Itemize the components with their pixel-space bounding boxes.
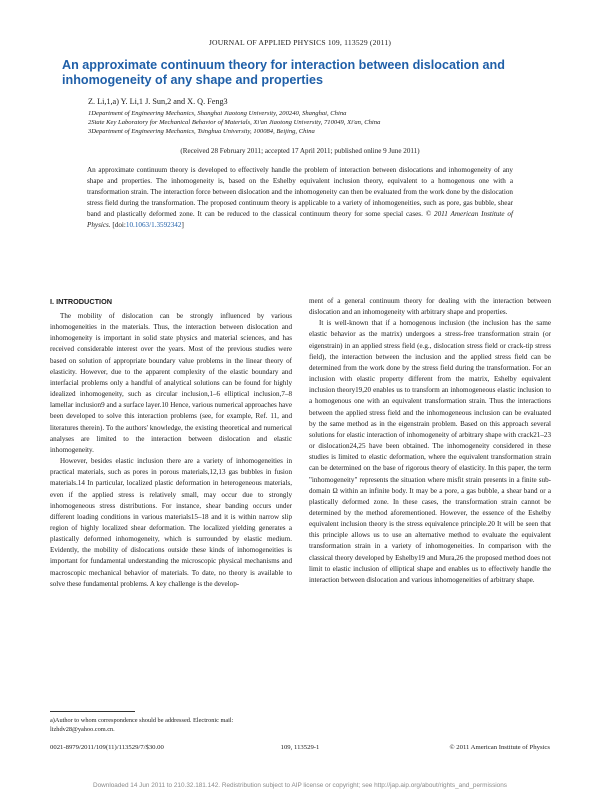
abstract-text: An approximate continuum theory is developed to effectively handle the problem of interaction between dislocations and inhomogeneity of any shape and properties. The inhomogeneity is, based on the Eshelby equivalent inclusion theory, equivalent to a homogenous one with a transformation strain. The interaction force between dislocation and the inhomogeneity can then be evaluated from the work done by the dislocation stress field during the transformation. The proposed continuum theory is applicable to a variety of inhomogeneities, such as pore, gas bubble, shear band and plastically deformed zone. It can be reduced to the classical continuum theory for some special cases. bbox=[87, 166, 513, 219]
footer-copyright: © 2011 American Institute of Physics bbox=[449, 744, 550, 751]
footer-page-number: 109, 113529-1 bbox=[280, 744, 320, 751]
running-head: JOURNAL OF APPLIED PHYSICS 109, 113529 (2011) bbox=[208, 38, 392, 47]
received-dates: (Received 28 February 2011; accepted 17 April 2011; published online 9 June 2011) bbox=[180, 147, 420, 155]
affiliation-3: 3Department of Engineering Mechanics, Tsinghua University, 100084, Beijing, China bbox=[88, 128, 315, 135]
author-list: Z. Li,1,a) Y. Li,1 J. Sun,2 and X. Q. Feng3 bbox=[88, 97, 228, 106]
section-heading-introduction: I. INTRODUCTION bbox=[50, 297, 113, 306]
footer-issn: 0021-8979/2011/109(11)/113529/7/$30.00 bbox=[50, 744, 164, 751]
left-column bbox=[50, 311, 292, 590]
right-column bbox=[309, 296, 551, 586]
paragraph: It is well-known that if a homogenous inclusion (the inclusion has the same elastic behavior as the matrix) undergoes a stress-free transformation strain (or eigenstrain) in an applied stress field (e.g., dislocation stress field or crack-tip stress field), the interaction between the inclusion and the applied stress field can be determined from the work done by the stress field during the transformation. For an inclusion with elastic property different from the matrix, Eshelby equivalent inclusion theory19,20 enables us to transform an inhomogeneous elastic inclusion to a homogenous one with an equivalent transformation strain. Thus the interactions between the applied stress field and the inhomogeneous inclusion can be evaluated by the same method as in the eigenstrain problem. Based on this approach several solutions for elastic interaction of inhomogeneity of arbitrary shape with crack21–23 or dislocation24,25 have been obtained. The inhomogeneity considered in these studies is limited to elastic deformation, where the equivalent transformation strain can be determined on the base of rigorous theory of elasticity. In this paper, the term "inhomogeneity" represents the situation where misfit strain presents in a finite sub-domain Ω within an infinite body. It may be a pore, a gas bubble, a shear band or a plastically deformed zone. In these cases, the transformation strain cannot be determined by the method aforementioned. However, the essence of the Eshelby equivalent inclusion theory is the stress equivalence principle.20 It will be seen that this principle allows us to use an alternative method to evaluate the equivalent transformation strain in a variety of inhomogeneities. In comparison with the classical theory developed by Eshelby19 and Mura,26 the proposed method does not limit to elastic inclusion of elliptical shape and enables us to effectively handle the interaction between dislocation and various inhomogeneities of arbitrary shape. bbox=[309, 319, 551, 584]
paper-title: An approximate continuum theory for interaction between dislocation and inhomogeneity of any shape and properties bbox=[62, 58, 505, 87]
download-notice: Downloaded 14 Jun 2011 to 210.32.181.142. Redistribution subject to AIP license or copyright; see http://jap.aip.org/about/rights_and_permissions bbox=[92, 782, 507, 789]
affiliation-1: 1Department of Engineering Mechanics, Shanghai Jiaotong University, 200240, Shanghai, China bbox=[88, 110, 347, 117]
footnote: a)Author to whom correspondence should be addressed. Electronic mail: lizhdv28@yahoo.com.cn. bbox=[50, 717, 234, 733]
paragraph: However, besides elastic inclusion there are a variety of inhomogeneities in practical materials, such as pores in porous materials,12,13 gas bubbles in fusion materials.14 In particular, localized plastic deformation in heterogeneous materials, even if the applied stress is relatively small, may occur due to strongly inhomogeneous stress distributions. For instance, shear banding occurs under different loading conditions in various materials15–18 and it is within narrow slip region of highly localized shear deformation. The localized yielding generates a plastically deformed inhomogeneity, which is surrounded by elastic medium. Evidently, the mobility of dislocations outside these kinds of inhomogeneities is important for fundamental understanding the microscopic physical mechanisms and macroscopic mechanical behavior of materials. To date, no theory is available to solve these fundamental problems. A key challenge is the develop- bbox=[50, 457, 292, 588]
doi-link[interactable]: 10.1063/1.3592342 bbox=[125, 221, 182, 230]
doi-suffix: ] bbox=[181, 221, 184, 230]
abstract bbox=[87, 165, 513, 232]
footnote-rule bbox=[50, 711, 135, 712]
copyright-line: © 2011 American Institute of Physics. bbox=[87, 210, 513, 230]
affiliation-2: 2State Key Laboratory for Mechanical Behavior of Materials, Xi'an Jiaotong University, 710049, Xi'an, China bbox=[88, 119, 381, 126]
doi-prefix: [doi: bbox=[112, 221, 126, 230]
paragraph: ment of a general continuum theory for dealing with the interaction between dislocation and an inhomogeneity with arbitrary shape and properties. bbox=[309, 297, 551, 317]
paragraph: The mobility of dislocation can be strongly influenced by various inhomogeneities in the materials. Thus, the interaction between dislocation and inhomogeneity is important in solid state physics and material sciences, and has received considerable interest over the years. Most of the previous studies were based on solution of appropriate boundary value problems in the linear theory of elasticity. However, due to the apparent complexity of the elastic boundary and interfacial problems only a handful of analytical solutions can be found for highly idealized inhomogeneity, such as circular inclusion,1–6 elliptical inclusion,7–8 lamellar inclusion9 and a surface layer.10 Hence, various numerical approaches have been developed to solve this interaction problems (see, for example, Ref. 11, and literatures therein). To the authors' knowledge, the existing theoretical and numerical analyses are limited to the interaction between dislocation and elastic inhomogeneity. bbox=[50, 312, 292, 454]
